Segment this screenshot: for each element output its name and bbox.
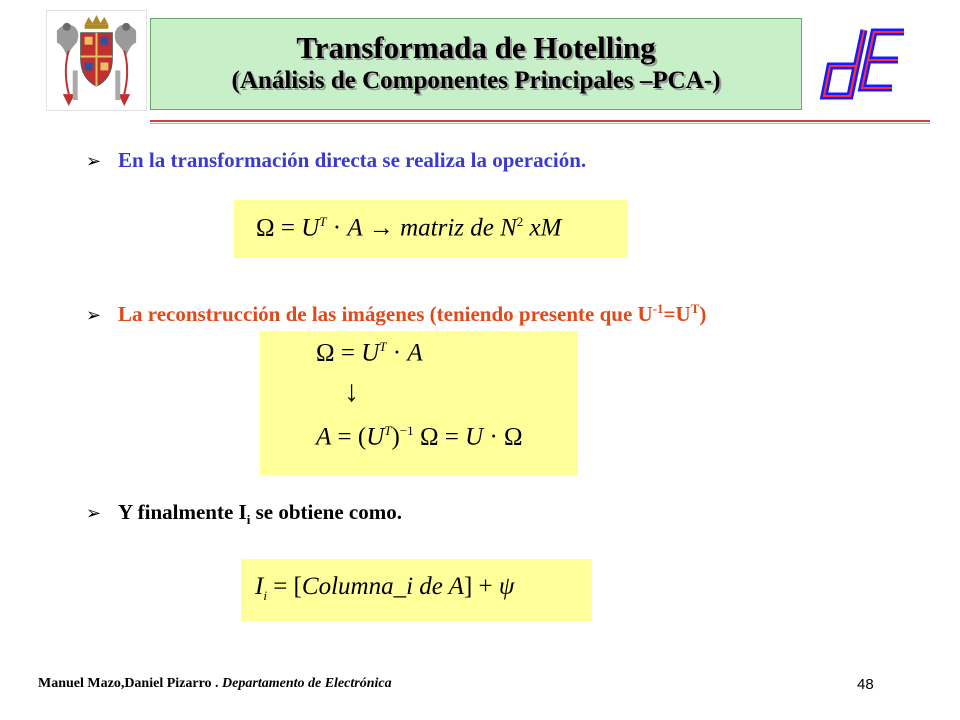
equation-direct-transform xyxy=(234,200,628,258)
arrowhead-bullet-icon: ➢ xyxy=(86,151,102,172)
bullet-reconstruction: ➢ La reconstrucción de las imágenes (teniendo presente que $U^{-1}=U^T$) xyxy=(86,301,707,326)
bullet-direct-transform xyxy=(86,148,586,173)
down-arrow-icon: ↓ xyxy=(344,375,359,408)
arrowhead-bullet-icon: ➢ xyxy=(86,305,102,326)
slide-subtitle: (Análisis de Componentes Principales –PCA-) xyxy=(231,67,721,94)
footer-department: Departamento de Electrónica xyxy=(222,676,392,691)
equation-omega: $\Omega = U^T \cdot A$ xyxy=(316,339,423,367)
equation-ii: $I_i$ = [Columna_i de A] + ψ xyxy=(255,573,515,603)
department-logo xyxy=(816,22,912,104)
bullet-text: En la transformación directa se realiza la operación. xyxy=(118,148,587,172)
footer-authors: Manuel Mazo,Daniel Pizarro . xyxy=(38,676,219,691)
footer-credits xyxy=(38,676,392,692)
university-crest-logo xyxy=(46,10,147,111)
header-rule-thin xyxy=(150,123,930,124)
slide-title: Transformada de Hotelling xyxy=(296,30,656,65)
arrowhead-bullet-icon: ➢ xyxy=(86,503,102,524)
title-box xyxy=(150,18,802,110)
equation-image-i xyxy=(241,559,592,621)
header-rule xyxy=(150,120,930,122)
equation-reconstruction xyxy=(260,331,578,475)
bullet-final: ➢ Y finalmente $I_i$ se obtiene como. xyxy=(86,500,402,528)
page-number: 48 xyxy=(857,676,874,693)
equation-omega-direct: $\Omega = U^T \cdot A$ → matriz de $N^2$ xM xyxy=(256,214,562,242)
equation-a-inverse: $A = (U^T)^{-1}$ Ω = U · Ω xyxy=(316,423,523,451)
